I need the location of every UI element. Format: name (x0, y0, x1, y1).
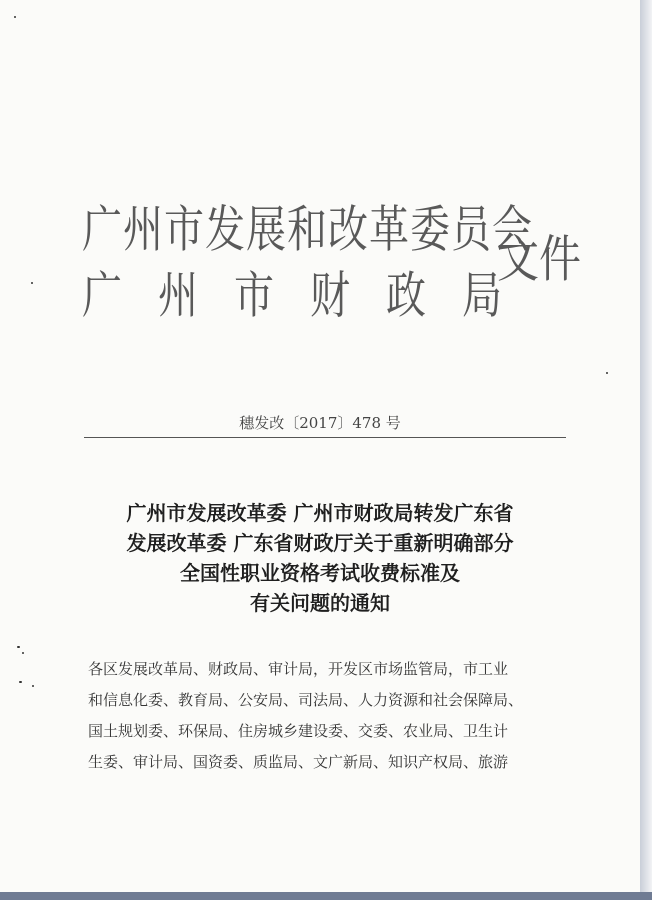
scan-edge-shadow (640, 0, 652, 900)
scan-speck (31, 282, 33, 284)
title-line: 广州市发展改革委 广州市财政局转发广东省 (126, 501, 514, 525)
issuing-org-2: 广州市财政局 (82, 267, 538, 325)
scan-speck (22, 652, 24, 654)
document-number: 穗发改〔2017〕478 号 (239, 414, 401, 432)
issuing-org-1: 广州市发展和改革委员会 (82, 201, 533, 259)
scan-speck (19, 681, 22, 683)
scan-speck (606, 372, 608, 374)
document-title (70, 498, 570, 618)
addressee-line: 和信息化委、教育局、公安局、司法局、人力资源和社会保障局、 (88, 691, 524, 709)
scan-speck (17, 646, 20, 648)
scan-speck (14, 16, 16, 18)
addressee-line: 各区发展改革局、财政局、审计局，开发区市场监管局，市工业 (88, 660, 509, 678)
addressee-line: 生委、审计局、国资委、质监局、文广新局、知识产权局、旅游 (88, 753, 509, 771)
document-header (82, 190, 582, 330)
addressee-list (88, 654, 578, 778)
addressee-line: 国土规划委、环保局、住房城乡建设委、交委、农业局、卫生计 (88, 722, 509, 740)
title-line: 发展改革委 广东省财政厅关于重新明确部分 (126, 531, 514, 555)
title-line: 有关问题的通知 (250, 591, 390, 615)
title-line: 全国性职业资格考试收费标准及 (180, 561, 460, 585)
scan-speck (32, 685, 34, 687)
scan-bottom-band (0, 892, 652, 900)
header-divider (84, 437, 566, 438)
document-type-label: 文件 (497, 229, 582, 289)
